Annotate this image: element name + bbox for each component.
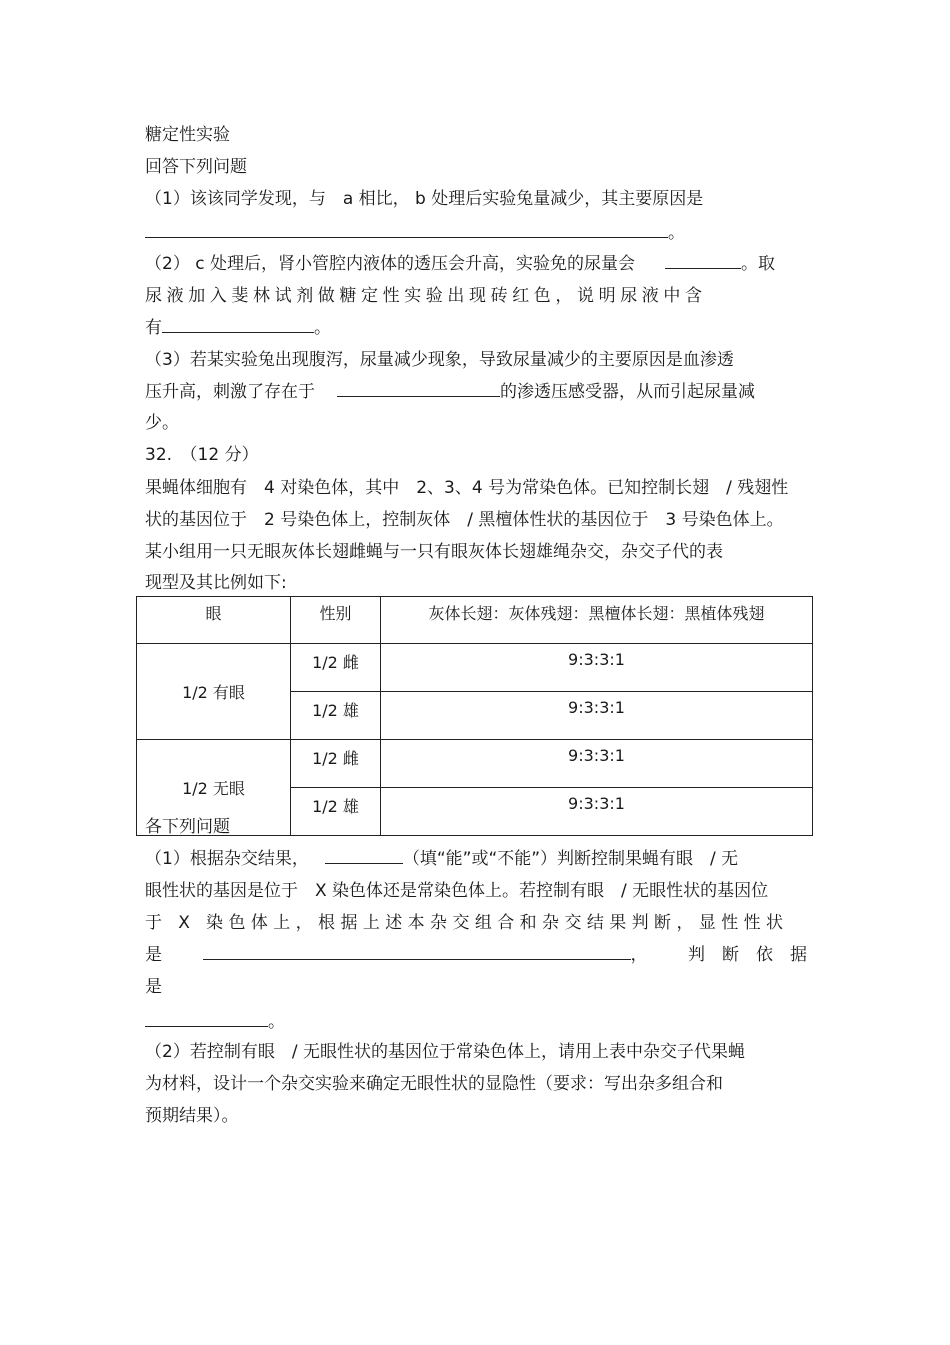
text-line: 回答下列问题 — [145, 157, 247, 177]
ratio-cell: 9:3:3:1 — [381, 692, 813, 740]
answer-blank[interactable] — [162, 318, 314, 333]
text-line: 尿液加入斐林试剂做糖定性实验出现砖红色，说明尿液中含 — [145, 286, 707, 306]
question-1: （1）该该同学发现，与 a 相比， b 处理后实验兔量减少，其主要原因是 — [145, 189, 704, 209]
eye-cell: 1/2 无眼 — [137, 740, 291, 836]
text-line: 果蝇体细胞有 4 对染色体，其中 2、3、4 号为常染色体。已知控制长翅 / 残翅性 — [145, 478, 789, 498]
table-row — [137, 644, 813, 692]
results-table — [136, 596, 813, 836]
text-line: 为材料，设计一个杂交实验来确定无眼性状的显隐性（要求：写出杂多组合和 — [145, 1074, 723, 1094]
question-3: （3）若某实验兔出现腹泻，尿量减少现象，导致尿量减少的主要原因是血渗透 — [145, 350, 734, 370]
ratio-cell: 9:3:3:1 — [381, 740, 813, 788]
text-line — [145, 944, 807, 966]
text-fragment: 。取 — [740, 254, 775, 274]
text-fragment: 的渗透压感受器，从而引起尿量减 — [500, 382, 755, 402]
sex-cell: 1/2 雄 — [291, 692, 381, 740]
text-fragment: 是 — [145, 945, 162, 965]
text-fragment: ， — [630, 945, 648, 965]
question-2b: （2）若控制有眼 / 无眼性状的基因位于常染色体上，请用上表中杂交子代果蝇 — [145, 1042, 745, 1062]
text-line: 于 X 染色体上，根据上述本杂交组合和杂交结果判断，显性性状 — [145, 913, 789, 933]
header-eye: 眼 — [137, 597, 291, 644]
ratio-cell: 9:3:3:1 — [381, 788, 813, 836]
text-line: 是 — [145, 977, 162, 997]
text-line: 眼性状的基因是位于 X 染色体还是常染色体上。若控制有眼 / 无眼性状的基因位 — [145, 881, 769, 901]
header-ratio: 灰体长翅：灰体残翅：黑檀体长翅：黑植体残翅 — [381, 597, 813, 644]
text-fragment: 判 断 依 据 — [688, 945, 807, 965]
ratio-cell: 9:3:3:1 — [381, 644, 813, 692]
answer-line — [145, 222, 685, 244]
eye-cell: 1/2 有眼 — [137, 644, 291, 740]
answer-blank[interactable] — [665, 254, 741, 269]
text-fragment: （填“能”或“不能”）判断控制果蝇有眼 / 无 — [402, 849, 739, 869]
sex-cell: 1/2 雌 — [291, 740, 381, 788]
text-fragment: 有 — [145, 318, 162, 338]
answer-line — [145, 1011, 285, 1033]
text-fragment: （2） c 处理后，肾小管腔内液体的透压会升高，实验免的尿量会 — [145, 254, 635, 274]
question-number: 32. （12 分） — [145, 445, 259, 465]
text-fragment: （1）根据杂交结果， — [145, 849, 309, 869]
text-line — [145, 381, 755, 403]
text-fragment: 。 — [314, 318, 331, 338]
answer-blank[interactable] — [325, 849, 403, 864]
answer-blank[interactable] — [145, 223, 668, 238]
text-fragment: 压升高，刺激了存在于 — [145, 382, 315, 402]
table-header-row — [137, 597, 813, 644]
text-fragment: 。 — [668, 223, 685, 243]
text-line — [145, 317, 331, 339]
text-line: 各下列问题 — [145, 817, 230, 837]
text-line: 现型及其比例如下: — [145, 573, 287, 593]
text-line: 状的基因位于 2 号染色体上，控制灰体 / 黑檀体性状的基因位于 3 号染色体上。 — [145, 510, 784, 530]
text-fragment: 。 — [268, 1012, 285, 1032]
text-line: 预期结果）。 — [145, 1106, 239, 1126]
header-sex: 性别 — [291, 597, 381, 644]
question-2 — [145, 253, 775, 275]
sex-cell: 1/2 雄 — [291, 788, 381, 836]
text-line: 某小组用一只无眼灰体长翅雌蝇与一只有眼灰体长翅雄绳杂交，杂交子代的表 — [145, 542, 723, 562]
question-1b — [145, 848, 738, 870]
text-line: 少。 — [145, 413, 179, 433]
sex-cell: 1/2 雌 — [291, 644, 381, 692]
text-line: 糖定性实验 — [145, 125, 230, 145]
table-row — [137, 740, 813, 788]
answer-blank[interactable] — [145, 1012, 268, 1027]
answer-blank[interactable] — [203, 945, 631, 960]
answer-blank[interactable] — [337, 382, 500, 397]
